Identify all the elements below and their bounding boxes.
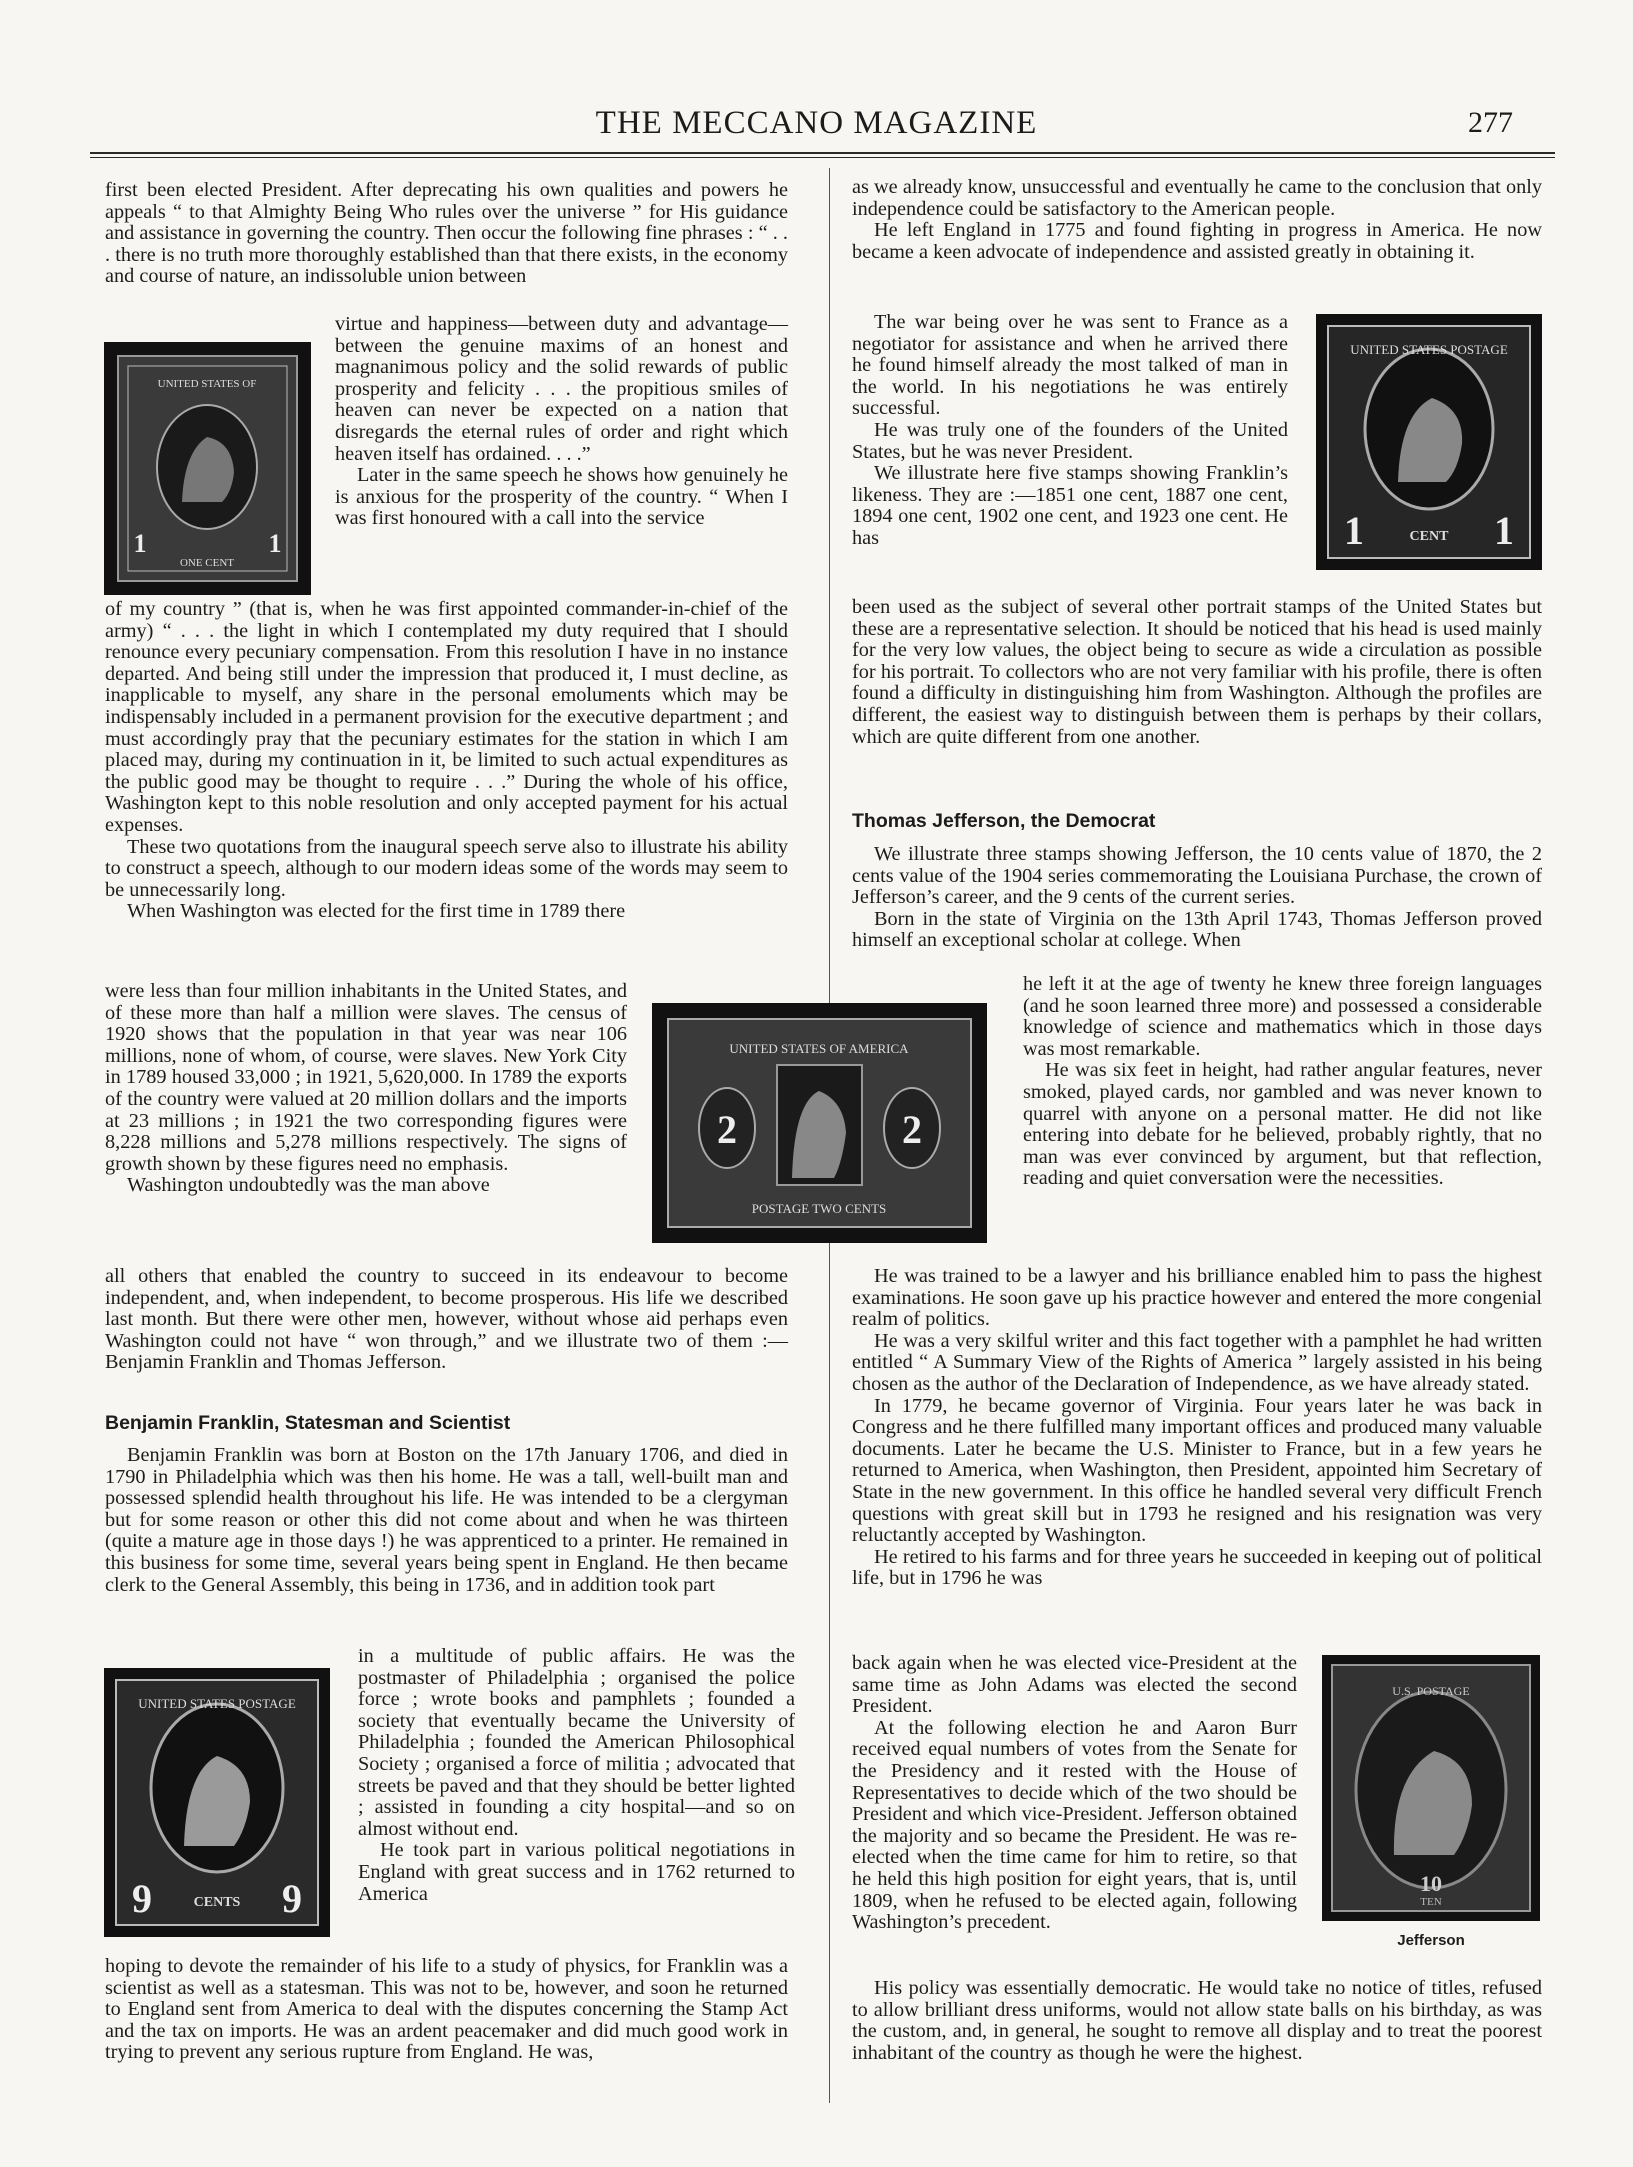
left-paragraph-2: virtue and happiness—between duty and advantage—between the genuine maxims of an honest and magnanimous policy and the solid rewards of public prosperity and felicity . . . the propitious smiles of heaven can never be expected on a nation that disregards the eternal rules of order and right which heaven itself has ordained. . . .” Later in the same speech he shows how genuinely he is anxious for the prosperity of the country. “ When I was first honoured with a call into the service [335,313,788,530]
svg-text:TEN: TEN [1420,1896,1442,1908]
svg-text:2: 2 [902,1107,922,1152]
svg-text:CENT: CENT [1409,529,1449,544]
left-paragraph-7: in a multitude of public affairs. He was the postmaster of Philadelphia ; organised the police force ; wrote books and pamphlets ; founded a society that eventually became the University of Philadelphia ; founded the American Philosophical Society ; organised a force of militia ; advocated that streets be paved and that they should be better lighted ; assisted in founding a city hospital—and so on almost without end. He took part in various political negotiations in England with great success and in 1762 returned to America [358,1645,795,1905]
right-paragraph-1: as we already know, unsuccessful and eventually he came to the conclusion that only independence could be satisfactory to the American people. He left England in 1775 and found fighting in progress in America. He now became a keen advocate of independence and assisted greatly in obtaining it. [852,176,1542,263]
svg-text:9: 9 [282,1876,302,1921]
header-rule [90,152,1555,154]
right-paragraph-2: The war being over he was sent to France as a negotiator for assistance and when he arrived there he found himself already the most talked of man in the world. In his negotiations he was entirely successful. He was truly one of the founders of the United States, but he was never President. We illustrate here five stamps showing Franklin’s likeness. They are :—1851 one cent, 1887 one cent, 1894 one cent, 1902 one cent, and 1923 one cent. He has [852,311,1288,549]
svg-text:POSTAGE TWO CENTS: POSTAGE TWO CENTS [751,1201,887,1216]
left-paragraph-8: hoping to devote the remainder of his life to a study of physics, for Franklin was a scientist as well as a statesman. This was not to be, however, and soon he returned to England sent from America to deal with the disputes concerning the Stamp Act and the tax on imports. He was an ardent peacemaker and did much good work in trying to prevent any serious rupture from England. He was, [105,1955,788,2064]
jefferson-1923-stamp [104,1668,330,1937]
left-paragraph-1: first been elected President. After deprecating his own qualities and powers he appeals “ to that Almighty Being Who rules over the universe ” for His guidance and assistance in governing the country. Then occur the following fine phrases : “ . . . there is no truth more thoroughly established than that there exists, in the economy and course of nature, an indissoluble union between [105,179,788,288]
franklin-1902-stamp [104,342,311,595]
right-paragraph-4: We illustrate three stamps showing Jefferson, the 10 cents value of 1870, the 2 cents value of the 1904 series commemorating the Louisiana Purchase, the crown of Jefferson’s career, and the 9 cents of the current series. Born in the state of Virginia on the 13th April 1743, Thomas Jefferson proved himself an exceptional scholar at college. When [852,843,1542,952]
svg-text:UNITED STATES POSTAGE: UNITED STATES POSTAGE [138,1696,296,1711]
svg-text:1: 1 [133,529,147,558]
franklin-1923-stamp [1316,314,1542,570]
left-paragraph-5: all others that enabled the country to succeed in its endeavour to become independent, and, when independent, to become prosperous. His life we described last month. But there were other men, however, without whose aid perhaps even Washington could not have “ won through,” and we illustrate two of them :— Benjamin Franklin and Thomas Jefferson. [105,1265,788,1374]
svg-text:UNITED STATES POSTAGE: UNITED STATES POSTAGE [1350,342,1508,357]
page-number: 277 [1468,106,1513,139]
section-heading-jefferson: Thomas Jefferson, the Democrat [852,810,1156,832]
left-paragraph-6: Benjamin Franklin was born at Boston on the 17th January 1706, and died in 1790 in Philadelphia which was then his home. He was a tall, well-built man and possessed splendid health throughout his life. He was intended to be a clergyman but for some reason or other this did not come about and when he was thirteen (quite a mature age in those days !) he was apprenticed to a printer. He remained in this business for some time, several years being spent in England. He then became clerk to the General Assembly, this being in 1736, and in addition took part [105,1444,788,1596]
svg-text:10: 10 [1420,1871,1442,1896]
svg-text:UNITED STATES OF: UNITED STATES OF [157,378,257,390]
svg-text:1: 1 [268,529,282,558]
svg-text:CENTS: CENTS [193,1895,241,1910]
svg-text:UNITED STATES OF AMERICA: UNITED STATES OF AMERICA [729,1041,909,1056]
svg-text:9: 9 [132,1876,152,1921]
svg-text:U.S. POSTAGE: U.S. POSTAGE [1392,1684,1470,1698]
right-paragraph-7: back again when he was elected vice-President at the same time as John Adams was elected the second President. At the following election he and Aaron Burr received equal numbers of votes from the Senate for the Presidency and it rested with the House of Representatives to decide which of the two should be President and which vice-President. Jefferson obtained the majority and so became the President. He was re-elected when the time came for him to retire, so that he held this high position for eight years, that is, until 1809, when he refused to be elected again, following Washington’s precedent. [852,1652,1297,1934]
jefferson-1904-stamp [652,1003,987,1243]
header-rule-thin [90,157,1555,158]
right-paragraph-6: He was trained to be a lawyer and his brilliance enabled him to pass the highest examinations. He soon gave up his practice however and entered the more congenial realm of politics. He was a very skilful writer and this fact together with a pamphlet he had written entitled “ A Summary View of the Rights of America ” largely assisted in his being chosen as the author of the Declaration of Independence, as we have already stated. In 1779, he became governor of Virginia. Four years later he was back in Congress and he there fulfilled many important offices and produced many valuable documents. Later he became the U.S. Minister to France, but in a few years he returned to America, when Washington, then President, appointed him Secretary of State in the new government. In this office he handled several very difficult French questions with great skill but in 1793 he resigned and his resignation was very reluctantly accepted by Washington. He retired to his farms and for three years he succeeded in keeping out of political life, but in 1796 he was [852,1265,1542,1590]
svg-text:1: 1 [1494,508,1514,553]
section-heading-franklin: Benjamin Franklin, Statesman and Scientist [105,1412,511,1434]
left-paragraph-3: of my country ” (that is, when he was first appointed commander-in-chief of the army) “ . . . the light in which I contemplated my duty required that I should renounce every pecuniary compensation. From this resolution I have in no instance departed. And being still under the impression that produced it, I must decline, as inapplicable to myself, any share in the personal emoluments which may be indispensably included in a permanent provision for the executive department ; and must accordingly pray that the pecuniary estimates for the station in which I am placed may, during my continuation in it, be limited to such actual expenditures as the public good may be thought to require . . .” During the whole of his office, Washington kept to this noble resolution and only accepted payment for his actual expenses. These two quotations from the inaugural speech serve also to illustrate his ability to construct a speech, although to our modern ideas some of the words may seem to be unnecessarily long. When Washington was elected for the first time in 1789 there [105,598,788,923]
jefferson-caption: Jefferson [1397,1932,1465,1949]
jefferson-1870-stamp [1322,1655,1540,1921]
right-paragraph-3: been used as the subject of several other portrait stamps of the United States but these are a representative selection. It should be noticed that his head is used mainly for the very low values, the object being to secure as wide a circulation as possible for his portrait. To collectors who are not very familiar with his profile, there is often found a difficulty in distinguishing him from Washington. Although the profiles are different, the easiest way to distinguish between them is perhaps by their collars, which are quite different from one another. [852,596,1542,748]
magazine-title: THE MECCANO MAGAZINE [595,105,1038,141]
svg-text:2: 2 [717,1107,737,1152]
right-paragraph-8: His policy was essentially democratic. He would take no notice of titles, refused to allow brilliant dress uniforms, would not allow state balls on his birthday, as was the custom, and, in general, he sought to remove all display and to treat the poorest inhabitant of the country as though he were the highest. [852,1977,1542,2064]
svg-text:ONE CENT: ONE CENT [179,557,235,569]
left-paragraph-4: were less than four million inhabitants in the United States, and of these more than half a million were slaves. The census of 1920 shows that the population in that year was near 106 millions, none of whom, of course, were slaves. New York City in 1789 housed 33,000 ; in 1921, 5,620,000. In 1789 the exports of the country were valued at 20 million dollars and the imports at 23 millions ; in 1921 the two corresponding figures were 8,228 millions and 5,278 millions respectively. The signs of growth shown by these figures need no emphasis. Washington undoubtedly was the man above [105,980,627,1197]
svg-text:1: 1 [1344,508,1364,553]
right-paragraph-5: he left it at the age of twenty he knew three foreign languages (and he soon learned three more) and possessed a considerable knowledge of science and mathematics which in those days was most remarkable. He was six feet in height, had rather angular features, never smoked, played cards, nor gambled and was never known to quarrel with anyone on a personal matter. He did not like entering into debate for he believed, probably rightly, that no man was ever convinced by argument, but that reflection, reading and quiet conversation were the necessities. [1023,973,1542,1190]
